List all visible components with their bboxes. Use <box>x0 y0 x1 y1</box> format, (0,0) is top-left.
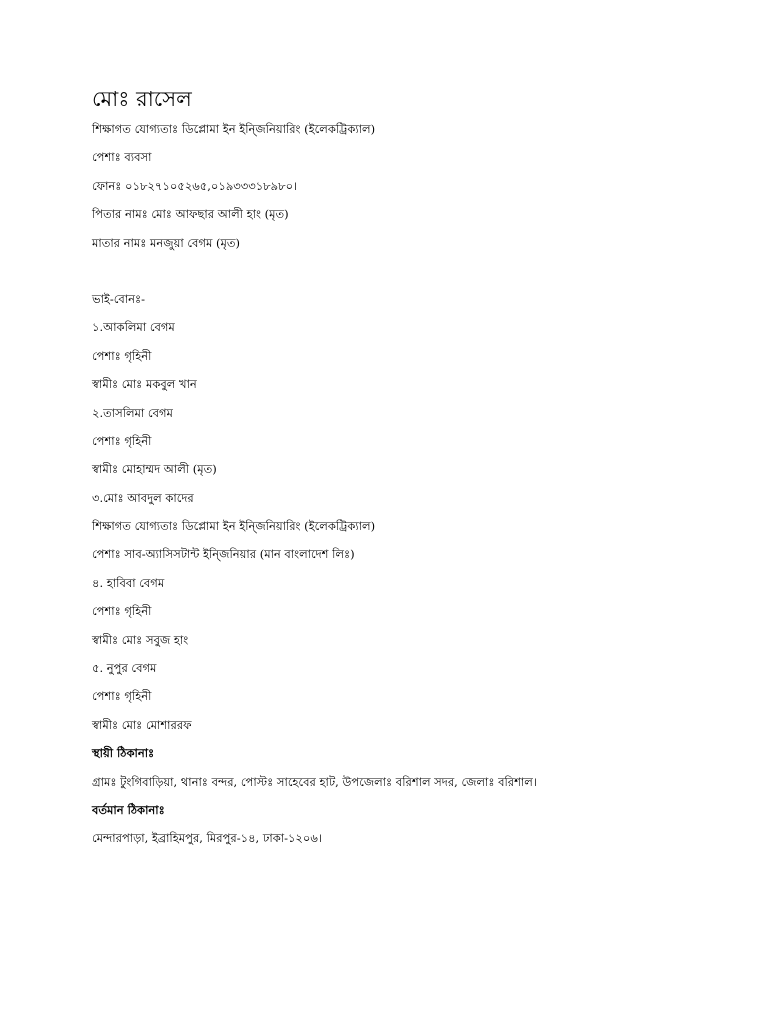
sibling-1-occupation: পেশাঃ গৃহিনী <box>92 348 152 363</box>
present-address-text: মেন্দারপাড়া, ইব্রাহিমপুর, মিরপুর-১৪, ঢাকা-১২০৬। <box>92 831 322 846</box>
sibling-4-name: ৪. হাবিবা বেগম <box>92 575 165 590</box>
sibling-2-occupation: পেশাঃ গৃহিনী <box>92 433 152 448</box>
sibling-3-occupation: পেশাঃ সাব-অ্যাসিসটান্ট ইন্জিনিয়ার (মান বাংলাদেশ লিঃ) <box>92 547 355 562</box>
sibling-2-spouse: স্বামীঃ মোহাম্মদ আলী (মৃত) <box>92 462 217 477</box>
sibling-5-occupation: পেশাঃ গৃহিনী <box>92 689 152 704</box>
section-spacer <box>92 264 732 292</box>
education-line: শিক্ষাগত যোগ্যতাঃ ডিপ্লোমা ইন ইন্জিনিয়ারিং (ইলেকট্রিক্যাল) <box>92 122 376 136</box>
permanent-address-text: গ্রামঃ টুংগিবাড়িয়া, থানাঃ বন্দর, পোস্টঃ সাহেবের হাট, উপজেলাঃ বরিশাল সদর, জেলাঃ বরিশাল। <box>92 774 537 789</box>
permanent-address-heading: স্থায়ী ঠিকানাঃ <box>92 746 155 761</box>
present-address-heading: বর্তমান ঠিকানাঃ <box>92 802 165 817</box>
mother-name-line: মাতার নামঃ মনজুয়া বেগম (মৃত) <box>92 235 240 250</box>
sibling-4-spouse: স্বামীঃ মোঃ সবুজ হাং <box>92 632 189 647</box>
sibling-3-name: ৩.মোঃ আবদুল কাদের <box>92 490 194 505</box>
sibling-2-name: ২.তাসলিমা বেগম <box>92 405 173 420</box>
sibling-3-education: শিক্ষাগত যোগ্যতাঃ ডিপ্লোমা ইন ইন্জিনিয়ারিং (ইলেকট্রিক্যাল) <box>92 519 376 534</box>
father-name-line: পিতার নামঃ মোঃ আফছার আলী হাং (মৃত) <box>92 207 289 222</box>
phone-line: ফোনঃ ০১৮২৭১০৫২৬৫,০১৯৩৩৩১৮৯৮০। <box>92 178 298 193</box>
sibling-1-name: ১.আকলিমা বেগম <box>92 320 175 335</box>
sibling-5-spouse: স্বামীঃ মোঃ মোশাররফ <box>92 717 192 732</box>
sibling-1-spouse: স্বামীঃ মোঃ মকবুল খান <box>92 377 197 392</box>
sibling-5-name: ৫. নুপুর বেগম <box>92 661 157 676</box>
sibling-4-occupation: পেশাঃ গৃহিনী <box>92 604 152 619</box>
person-name-title: মোঃ রাসেল <box>92 87 192 111</box>
siblings-heading: ভাই-বোনঃ- <box>92 291 146 306</box>
occupation-line: পেশাঃ ব্যবসা <box>92 150 152 165</box>
document-page <box>92 86 732 860</box>
